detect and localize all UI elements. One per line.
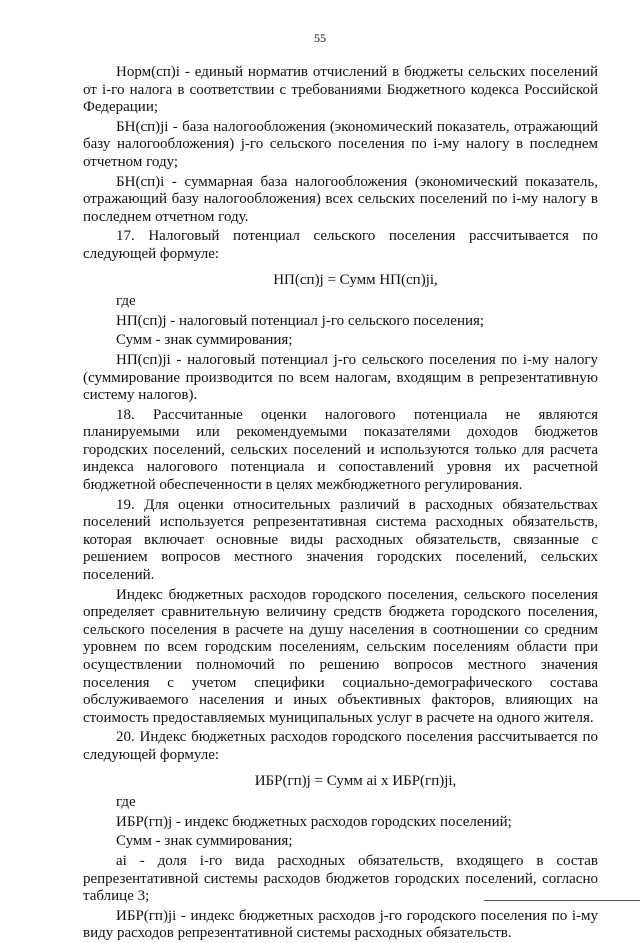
paragraph: ai - доля i-го вида расходных обязательств, входящего в состав репрезентативной системы расходов бюджетов городских поселений, согласно таблице 3; (83, 852, 598, 905)
paragraph: ИБР(гп)ji - индекс бюджетных расходов j-го городского поселения по i-му виду расходов репрезентативной системы расходных обязательств. (83, 907, 598, 942)
paragraph: 17. Налоговый потенциал сельского поселения рассчитывается по следующей формуле: (83, 228, 598, 262)
footer-divider (484, 900, 640, 901)
formula-tax-potential: НП(сп)j = Сумм НП(сп)ji, (273, 271, 438, 288)
formula-where-label: где (116, 794, 136, 811)
paragraph: 18. Рассчитанные оценки налогового потенциала не являются планируемыми или рекомендуемыми показателями доходов бюджетов городских поселений, сельских поселений и используются только для расчета индекса налогового потенциала и сопоставлений уровня их расчетной бюджетной обеспеченности в целях межбюджетного регулирования. (83, 406, 598, 494)
paragraph: НП(сп)ji - налоговый потенциал j-го сельского поселения по i-му налогу (суммирование производится по всем налогам, входящим в репрезентативную систему налогов). (83, 351, 598, 404)
paragraph: БН(сп)ji - база налогообложения (экономический показатель, отражающий базу налогообложения) j-го сельского поселения по i-му налогу в последнем отчетном году; (83, 118, 598, 170)
formula-budget-expenditure-index: ИБР(гп)j = Сумм ai x ИБР(гп)ji, (254, 772, 457, 789)
formula-definition: НП(сп)j - налоговый потенциал j-го сельского поселения; (116, 312, 485, 329)
paragraph: Индекс бюджетных расходов городского поселения, сельского поселения определяет сравнительную величину средств бюджета городского поселения, сельского поселения в расчете на душу населения в соотношении со средним уровнем по всем городским поселениям, сельским поселениям области при осуществлении полномочий по решению вопросов местного значения поселения с учетом специфики социально-демографического состава обслуживаемого населения и иных объективных факторов, влияющих на стоимость предоставляемых муниципальных услуг в расчете на одного жителя. (83, 586, 598, 726)
paragraph: 20. Индекс бюджетных расходов городского поселения рассчитывается по следующей формуле: (83, 729, 598, 763)
formula-where-label: где (116, 293, 136, 310)
paragraph: 19. Для оценки относительных различий в расходных обязательствах поселений используется репрезентативная система расходных обязательств, которая включает основные виды расходных обязательств, связанные с решением вопросов местного значения городских поселений, сельских поселений. (83, 496, 598, 584)
formula-definition: Сумм - знак суммирования; (116, 332, 293, 349)
formula-definition: Сумм - знак суммирования; (116, 833, 293, 850)
formula-definition: ИБР(гп)j - индекс бюджетных расходов городских поселений; (116, 813, 512, 830)
paragraph: БН(сп)i - суммарная база налогообложения (экономический показатель, отражающий базу налогообложения) всех сельских поселений по i-му налогу в последнем отчетном году. (83, 173, 598, 225)
page-number: 55 (314, 31, 326, 45)
document-body (83, 64, 598, 943)
paragraph: Норм(сп)i - единый норматив отчислений в бюджеты сельских поселений от i-го налога в соответствии с требованиями Бюджетного кодекса Российской Федерации; (83, 64, 598, 116)
